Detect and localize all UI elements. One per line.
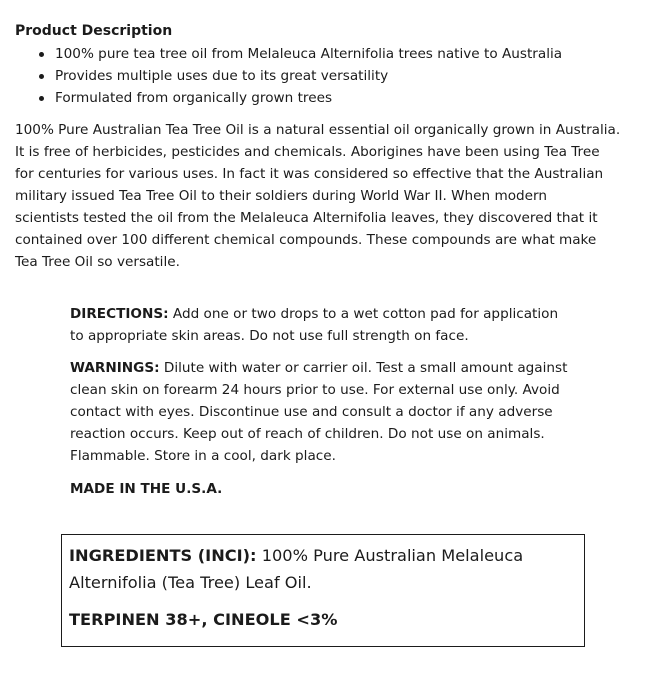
product-description-title: Product Description [15, 23, 173, 39]
directions-label: DIRECTIONS: [70, 306, 169, 322]
warnings-text: Flammable. Store in a cool, dark place. [70, 448, 336, 464]
warnings-label: WARNINGS: [70, 360, 160, 376]
ingredients-value: Alternifolia (Tea Tree) Leaf Oil. [69, 573, 312, 592]
feature-bullet-item: Formulated from organically grown trees [38, 87, 562, 109]
feature-bullet-item: Provides multiple uses due to its great versatility [38, 65, 562, 87]
paragraph-line: Tea Tree Oil so versatile. [15, 254, 180, 270]
directions-section [70, 303, 610, 347]
paragraph-line: contained over 100 different chemical compounds. These compounds are what make [15, 232, 597, 248]
made-in-label: MADE IN THE U.S.A. [70, 481, 223, 497]
paragraph-line: for centuries for various uses. In fact it was considered so effective that the Australian [15, 166, 604, 182]
ingredients-value: 100% Pure Australian Melaleuca [261, 546, 524, 565]
ingredients-label: INGREDIENTS (INCI): [69, 546, 257, 565]
product-description-paragraph [15, 119, 645, 273]
ingredients-box [61, 534, 585, 647]
paragraph-line: It is free of herbicides, pesticides and chemicals. Aborigines have been using Tea Tree [15, 144, 600, 160]
paragraph-line: military issued Tea Tree Oil to their soldiers during World War II. When modern [15, 188, 547, 204]
ingredients-text [69, 542, 523, 596]
directions-text: to appropriate skin areas. Do not use full strength on face. [70, 328, 469, 344]
paragraph-line: 100% Pure Australian Tea Tree Oil is a natural essential oil organically grown in Australia. [15, 122, 621, 138]
feature-bullet-item: 100% pure tea tree oil from Melaleuca Alternifolia trees native to Australia [38, 43, 562, 65]
warnings-section [70, 357, 610, 467]
warnings-text: reaction occurs. Keep out of reach of children. Do not use on animals. [70, 426, 545, 442]
directions-text: Add one or two drops to a wet cotton pad for application [172, 306, 559, 322]
warnings-text: contact with eyes. Discontinue use and consult a doctor if any adverse [70, 404, 553, 420]
warnings-text: clean skin on forearm 24 hours prior to use. For external use only. Avoid [70, 382, 560, 398]
paragraph-line: scientists tested the oil from the Melaleuca Alternifolia leaves, they discovered that it [15, 210, 598, 226]
warnings-text: Dilute with water or carrier oil. Test a small amount against [163, 360, 568, 376]
terpinen-cineole-spec: TERPINEN 38+, CINEOLE <3% [69, 610, 338, 629]
feature-bullet-list [38, 43, 562, 109]
